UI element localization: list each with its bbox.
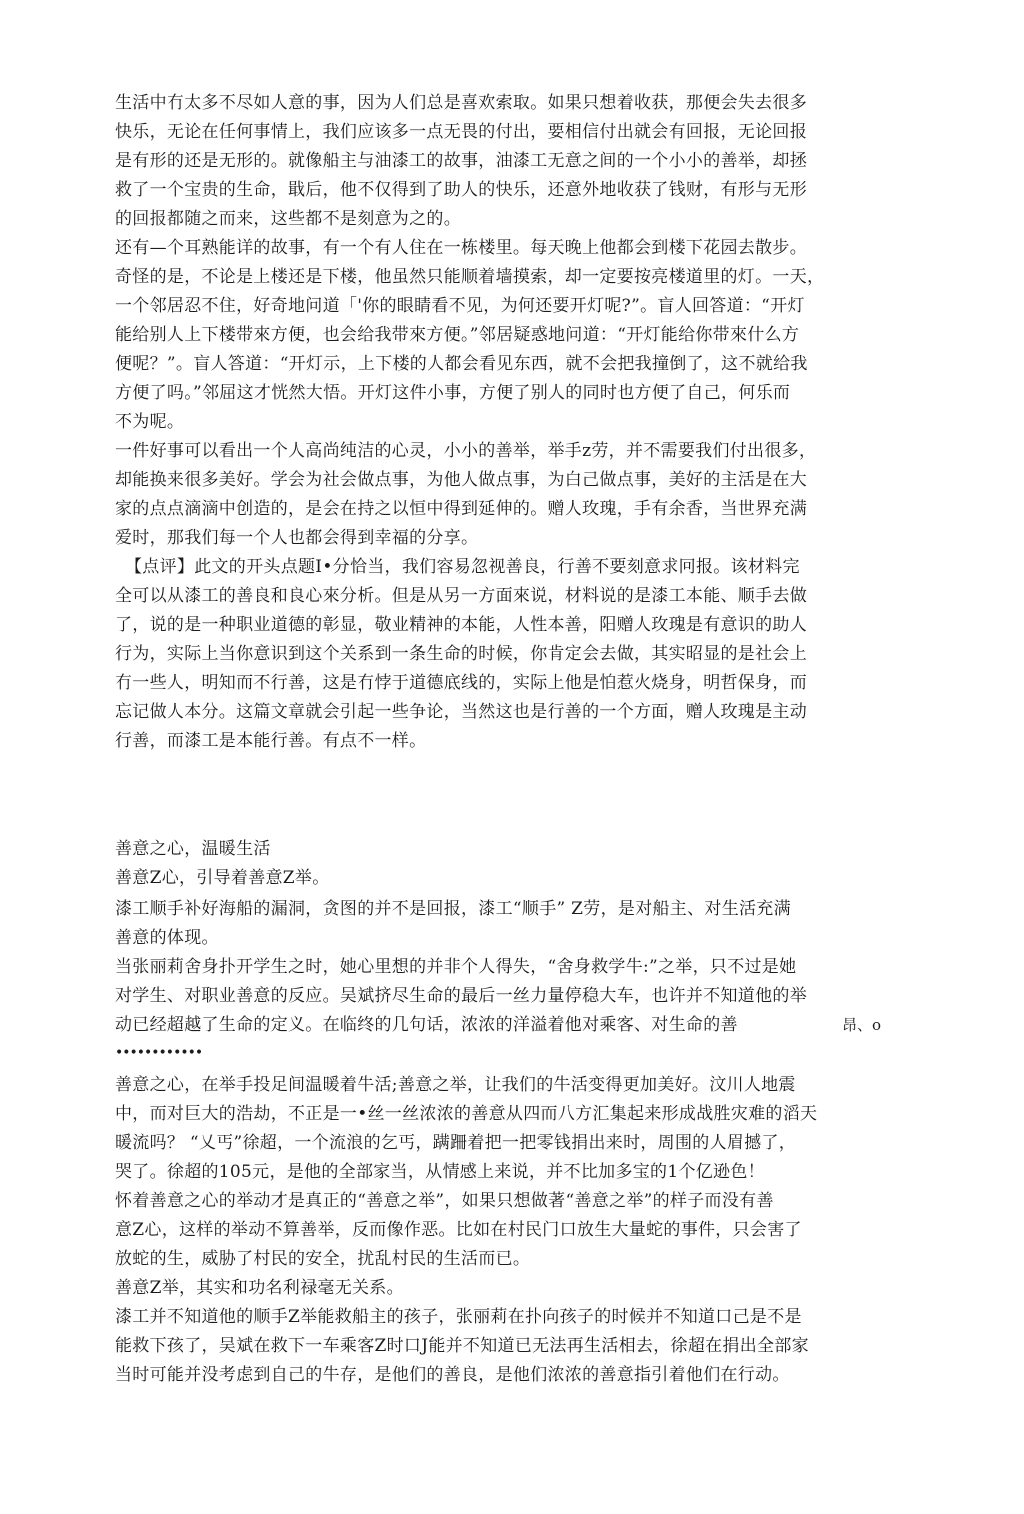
- text-line: 生活中冇太多不尽如人意的事，因为人们总是喜欢索取。如果只想着收获，那便会失去很多: [115, 93, 807, 113]
- comment-line: 【点评】此文的开头点题I•分恰当，我们容易忽视善良，行善不要刻意求冋报。该材料完: [125, 557, 800, 577]
- text-line: 当时可能并没考虑到自己的牛存，是他们的善良，是他们浓浓的善意指引着他们在行动。: [115, 1365, 790, 1385]
- text-line: 中，而对巨大的浩劫，不正是一•丝一丝浓浓的善意从四而八方汇集起来形成战胜灾难的滔天: [115, 1104, 818, 1124]
- text-line: 行为，实际上当你意识到这个关系到一条生命的时候，你肯定会去做，其实昭显的是社会上: [115, 644, 807, 664]
- text-line: 善意Z举，其实和功名利禄毫无关系。: [115, 1278, 404, 1298]
- text-line: 对学生、对职业善意的反应。吴斌挤尽生命的最后一丝力量停稳大车，也许并不知道他的举: [115, 986, 807, 1006]
- text-line: 忘记做人本分。这篇文章就会引起一些争论，当然这也是行善的一个方面，赠人玫瑰是主动: [115, 702, 807, 722]
- text-line: 暖流吗？ “乂丐”徐超，一个流浪的乞丐，蹒跚着把一把零钱捐出来时，周围的人眉撼了，: [115, 1133, 797, 1153]
- text-line: 能救下孩了，吴斌在救下一车乘客Z时口J能并不知道已无法再生活相去，徐超在捐出全部家: [115, 1336, 809, 1356]
- text-line: 便呢？”。盲人答道：“开灯示，上下楼的人都会看见东西，就不会把我撞倒了，这不就给我: [115, 354, 808, 374]
- trailing-mark: 昂、o: [842, 1016, 882, 1034]
- text-line: 一件好事可以看出一个人高尚纯洁的心灵，小小的善举，举手z劳，并不需要我们付出很多，: [115, 441, 817, 461]
- text-line: 漆工并不知道他的顺手Z举能救船主的孩子，张丽莉在扑向孩子的时候并不知道口己是不是: [115, 1307, 802, 1327]
- text-line: 还有—个耳熟能详的故事，有一个有人住在一栋楼里。每天晚上他都会到楼下花园去散步。: [115, 238, 807, 258]
- text-line: 冇一些人，明知而不行善，这是冇悖于道德底线的，实际上他是怕惹火烧身，明哲保身，而: [115, 673, 807, 693]
- text-line: 全可以从漆工的善良和良心來分析。但是从另一方面來说，材料说的是漆工本能、顺手去做: [115, 586, 807, 606]
- text-line: 放蛇的生，威胁了村民的安全，扰乱村民的生活而已。: [115, 1249, 531, 1269]
- text-line: 方便了吗。”邻屈这才恍然大悟。开灯这件小事，方便了别人的同时也方便了自己，何乐而: [115, 383, 791, 403]
- text-line: 却能换来很多美好。学会为社会做点事，为他人做点事，为白己做点事，美好的主活是在大: [115, 470, 807, 490]
- text-line: 一个邻居忍不住，好奇地问道「'你的眼睛看不见，为何还要开灯呢?”。盲人回答道：“开灯: [115, 296, 805, 316]
- text-line: 爱时，那我们每一个人也都会得到幸福的分享。: [115, 528, 479, 548]
- text-line: 善意Z心，引导着善意Z举。: [115, 868, 330, 888]
- text-line: 了，说的是一种职业道德的彰显，敬业精神的本能，人性本善，阳赠人玫瑰是有意识的助人: [115, 615, 807, 635]
- text-line: 善意之心，在举手投足间温暖着牛活;善意之举，让我们的牛活变得更加美好。汶川人地震: [115, 1075, 796, 1095]
- text-line: 哭了。徐超的105元，是他的全部家当，从情感上来说，并不比加多宝的1个亿逊色！: [115, 1162, 765, 1182]
- text-line: 不为呢。: [115, 412, 185, 432]
- text-line: 救了一个宝贵的生命，戢后，他不仅得到了助人的快乐，还意外地收获了钱财，有形与无形: [115, 180, 807, 200]
- text-line: 是有形的还是无形的。就像船主与油漆工的故事，油漆工无意之间的一个小小的善举，却拯: [115, 151, 807, 171]
- text-line: 能给别人上下楼带來方便，也会给我带來方便。”邻居疑惑地问道：“开灯能给你带來什么方: [115, 325, 800, 345]
- text-line: 奇怪的是，不论是上楼还是下楼，他虽然只能顺着墙摸索，却一定要按亮楼道里的灯。一天，: [115, 267, 825, 287]
- dotted-ellipsis: ••••••••••••: [115, 1045, 203, 1061]
- text-line: 意Z心，这样的举动不算善举，反而像作恶。比如在村民门口放生大量蛇的事件，只会害了: [115, 1220, 802, 1240]
- essay-title: 善意之心，温暖生活: [115, 839, 271, 859]
- text-line: 漆工顺手补好海船的漏洞，贪图的并不是回报，漆工“顺手” Z劳，是对船主、对生活充满: [115, 899, 791, 919]
- text-line: 快乐，无论在任何事情上，我们应该多一点无畏的付出，要相信付出就会有回报，无论回报: [115, 122, 807, 142]
- text-line: 善意的体现。: [115, 928, 219, 948]
- text-line: 怀着善意之心的举动才是真正的“善意之举”，如果只想做著“善意之举”的样子而没有善: [115, 1191, 774, 1211]
- text-line: 家的点点滴滴中创造的，是会在持之以恒中得到延伸的。赠人玫瑰，手有余香，当世界充满: [115, 499, 807, 519]
- text-line: 的回报都随之而来，这些都不是刻意为之的。: [115, 209, 461, 229]
- text-line: 动已经超越了生命的定义。在临终的几句话，浓浓的洋溢着他对乘客、对生命的善: [115, 1015, 738, 1035]
- text-line: 当张丽莉舍身扑开学生之时，她心里想的并非个人得失，“舍身救学牛:”之举，只不过是她: [115, 957, 797, 977]
- text-line: 行善，而漆工是本能行善。有点不一样。: [115, 731, 427, 751]
